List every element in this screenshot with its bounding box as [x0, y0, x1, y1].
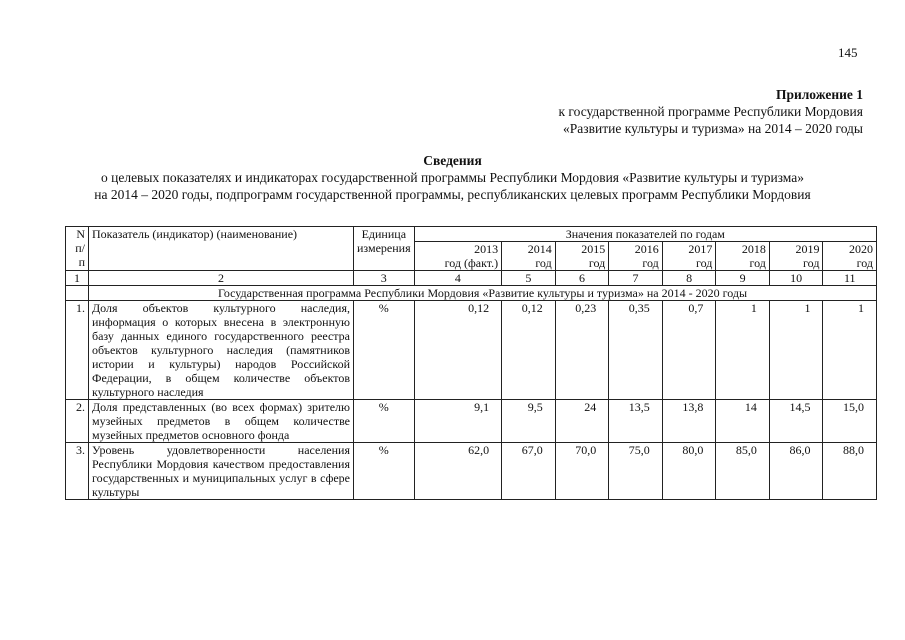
row-value: 1 — [716, 301, 770, 400]
row-unit: % — [354, 301, 415, 400]
row-indicator-name: Уровень удовлетворенности населения Республики Мордовия качеством предоставления государственных и муниципальных услуг в сфере культуры — [89, 443, 354, 500]
row-value: 80,0 — [662, 443, 716, 500]
header-year: 2017 год — [662, 242, 716, 271]
row-value: 14 — [716, 400, 770, 443]
page-number: 145 — [838, 45, 858, 60]
row-indicator-name: Доля представленных (во всех формах) зрителю музейных предметов в общем количестве музейных предметов основного фонда — [89, 400, 354, 443]
row-num: 3. — [66, 443, 89, 500]
section-title: Государственная программа Республики Мордовия «Развитие культуры и туризма» на 2014 - 2020 годы — [89, 286, 877, 301]
header-year: 2019 год — [769, 242, 823, 271]
row-value: 86,0 — [769, 443, 823, 500]
row-value: 9,5 — [502, 400, 556, 443]
row-unit: % — [354, 400, 415, 443]
section-row — [66, 286, 877, 301]
row-value: 13,8 — [662, 400, 716, 443]
column-number: 9 — [716, 271, 770, 286]
row-indicator-name: Доля объектов культурного наследия, информация о которых внесена в электронную базу данных единого государственного реестра объектов культурного наследия (памятников истории и культуры) народов Российской Федерации, в общем количестве объектов культурного наследия — [89, 301, 354, 400]
column-number: 2 — [89, 271, 354, 286]
heading-line-2: на 2014 – 2020 годы, подпрограмм государственной программы, республиканских целевых программ Республики Мордовия — [94, 187, 811, 202]
column-numbers-row — [66, 271, 877, 286]
row-value: 70,0 — [555, 443, 609, 500]
header-indicator: Показатель (индикатор) (наименование) — [89, 227, 354, 271]
row-value: 1 — [769, 301, 823, 400]
row-value: 24 — [555, 400, 609, 443]
row-value: 1 — [823, 301, 877, 400]
header-unit: Единица измерения — [354, 227, 415, 271]
row-value: 0,7 — [662, 301, 716, 400]
header-year: 2013 год (факт.) — [414, 242, 502, 271]
table-row — [66, 400, 877, 443]
indicators-table — [65, 226, 877, 500]
appendix-block — [559, 86, 864, 137]
row-value: 14,5 — [769, 400, 823, 443]
appendix-title: Приложение 1 — [775, 87, 863, 102]
header-num: N п/п — [66, 227, 89, 271]
column-number: 1 — [66, 271, 89, 286]
header-values-group: Значения показателей по годам — [414, 227, 876, 242]
row-value: 0,35 — [609, 301, 663, 400]
column-number: 11 — [823, 271, 877, 286]
row-value: 15,0 — [823, 400, 877, 443]
column-number: 6 — [555, 271, 609, 286]
row-num: 1. — [66, 301, 89, 400]
header-year: 2015 год — [555, 242, 609, 271]
row-value: 75,0 — [609, 443, 663, 500]
table-row — [66, 443, 877, 500]
column-number: 5 — [502, 271, 556, 286]
row-value: 0,23 — [555, 301, 609, 400]
column-number: 8 — [662, 271, 716, 286]
appendix-line-2: «Развитие культуры и туризма» на 2014 – 2020 годы — [563, 121, 863, 136]
column-number: 4 — [414, 271, 502, 286]
column-number: 3 — [354, 271, 415, 286]
row-value: 67,0 — [502, 443, 556, 500]
row-value: 85,0 — [716, 443, 770, 500]
row-value: 88,0 — [823, 443, 877, 500]
header-row — [66, 227, 877, 242]
heading-title: Сведения — [423, 153, 482, 168]
column-number: 7 — [609, 271, 663, 286]
row-value: 0,12 — [414, 301, 502, 400]
column-number: 10 — [769, 271, 823, 286]
header-year: 2018 год — [716, 242, 770, 271]
row-value: 0,12 — [502, 301, 556, 400]
appendix-line-1: к государственной программе Республики Мордовия — [558, 104, 863, 119]
header-year: 2020 год — [823, 242, 877, 271]
document-heading — [0, 152, 905, 203]
header-year: 2016 год — [609, 242, 663, 271]
header-year: 2014 год — [502, 242, 556, 271]
row-value: 9,1 — [414, 400, 502, 443]
row-value: 62,0 — [414, 443, 502, 500]
heading-line-1: о целевых показателях и индикаторах государственной программы Республики Мордовия «Развитие культуры и туризма» — [100, 170, 804, 185]
row-value: 13,5 — [609, 400, 663, 443]
row-unit: % — [354, 443, 415, 500]
row-num: 2. — [66, 400, 89, 443]
table-row — [66, 301, 877, 400]
